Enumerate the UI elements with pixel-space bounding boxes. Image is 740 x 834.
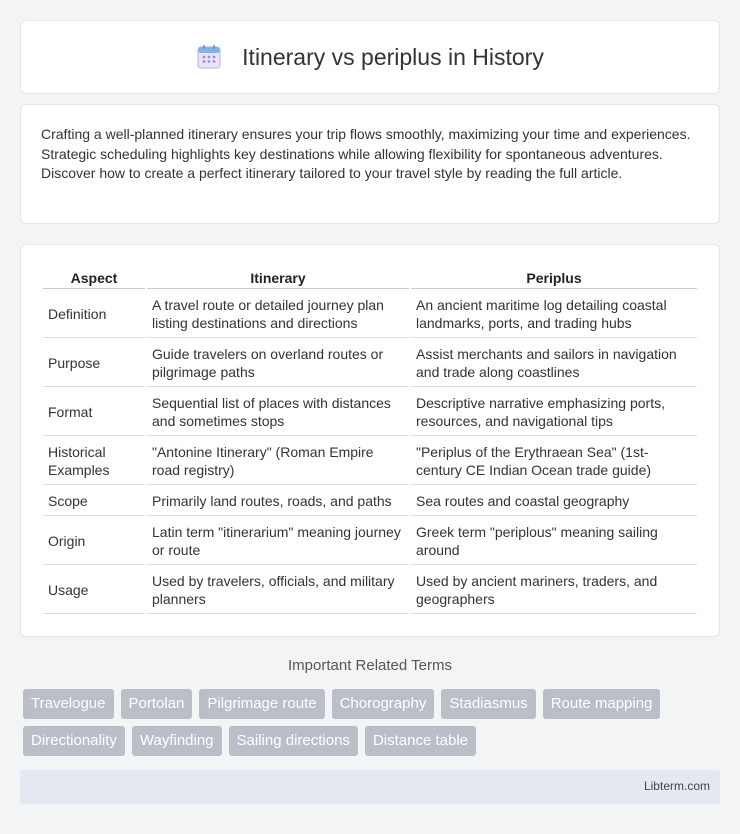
- related-terms-title: Important Related Terms: [288, 657, 452, 674]
- tag-sailing-directions[interactable]: Sailing directions: [229, 726, 358, 756]
- cell-periplus: Assist merchants and sailors in navigation and trade along coastlines: [411, 340, 697, 387]
- comparison-table: [41, 265, 699, 616]
- comparison-card: [20, 244, 720, 637]
- cell-itinerary: A travel route or detailed journey plan listing destinations and directions: [147, 291, 409, 338]
- table-row: [43, 291, 697, 338]
- header-itinerary: Itinerary: [147, 267, 409, 289]
- calendar-icon: [196, 44, 222, 70]
- table-header-row: [43, 267, 697, 289]
- footer-site-link[interactable]: Libterm.com: [643, 779, 710, 793]
- cell-periplus: "Periplus of the Erythraean Sea" (1st-century CE Indian Ocean trade guide): [411, 438, 697, 485]
- cell-periplus: Sea routes and coastal geography: [411, 487, 697, 516]
- tag-pilgrimage-route[interactable]: Pilgrimage route: [199, 689, 324, 719]
- cell-periplus: An ancient maritime log detailing coastal landmarks, ports, and trading hubs: [411, 291, 697, 338]
- table-row: [43, 567, 697, 614]
- cell-aspect: Historical Examples: [43, 438, 145, 485]
- page-title: Itinerary vs periplus in History: [242, 43, 544, 70]
- intro-text: Crafting a well-planned itinerary ensures your trip flows smoothly, maximizing your time and experiences. Strategic scheduling highlights key destinations while allowing flexibility for spontaneous adventures. Discover how to create a perfect itinerary tailored to your travel style by reading the full article.: [41, 126, 691, 181]
- cell-periplus: Used by ancient mariners, traders, and geographers: [411, 567, 697, 614]
- cell-aspect: Usage: [43, 567, 145, 614]
- tag-route-mapping[interactable]: Route mapping: [543, 689, 661, 719]
- table-row: [43, 438, 697, 485]
- header-card: [20, 20, 720, 94]
- table-row: [43, 487, 697, 516]
- cell-periplus: Descriptive narrative emphasizing ports, resources, and navigational tips: [411, 389, 697, 436]
- tag-stadiasmus[interactable]: Stadiasmus: [441, 689, 535, 719]
- table-row: [43, 389, 697, 436]
- table-row: [43, 340, 697, 387]
- cell-periplus: Greek term "periplous" meaning sailing around: [411, 518, 697, 565]
- tag-travelogue[interactable]: Travelogue: [23, 689, 114, 719]
- intro-card: [20, 104, 720, 224]
- table-row: [43, 518, 697, 565]
- cell-aspect: Scope: [43, 487, 145, 516]
- cell-itinerary: Sequential list of places with distances and sometimes stops: [147, 389, 409, 436]
- cell-itinerary: Latin term "itinerarium" meaning journey or route: [147, 518, 409, 565]
- footer: [20, 770, 720, 804]
- title-wrap: [196, 44, 544, 71]
- header-periplus: Periplus: [411, 267, 697, 289]
- cell-aspect: Definition: [43, 291, 145, 338]
- cell-itinerary: Used by travelers, officials, and military planners: [147, 567, 409, 614]
- cell-itinerary: "Antonine Itinerary" (Roman Empire road registry): [147, 438, 409, 485]
- tag-distance-table[interactable]: Distance table: [365, 726, 476, 756]
- cell-itinerary: Primarily land routes, roads, and paths: [147, 487, 409, 516]
- cell-aspect: Purpose: [43, 340, 145, 387]
- tag-wayfinding[interactable]: Wayfinding: [132, 726, 222, 756]
- tag-directionality[interactable]: Directionality: [23, 726, 125, 756]
- cell-itinerary: Guide travelers on overland routes or pilgrimage paths: [147, 340, 409, 387]
- header-aspect: Aspect: [43, 267, 145, 289]
- related-tags: [23, 689, 703, 763]
- cell-aspect: Origin: [43, 518, 145, 565]
- cell-aspect: Format: [43, 389, 145, 436]
- tag-portolan[interactable]: Portolan: [121, 689, 193, 719]
- tag-chorography[interactable]: Chorography: [332, 689, 435, 719]
